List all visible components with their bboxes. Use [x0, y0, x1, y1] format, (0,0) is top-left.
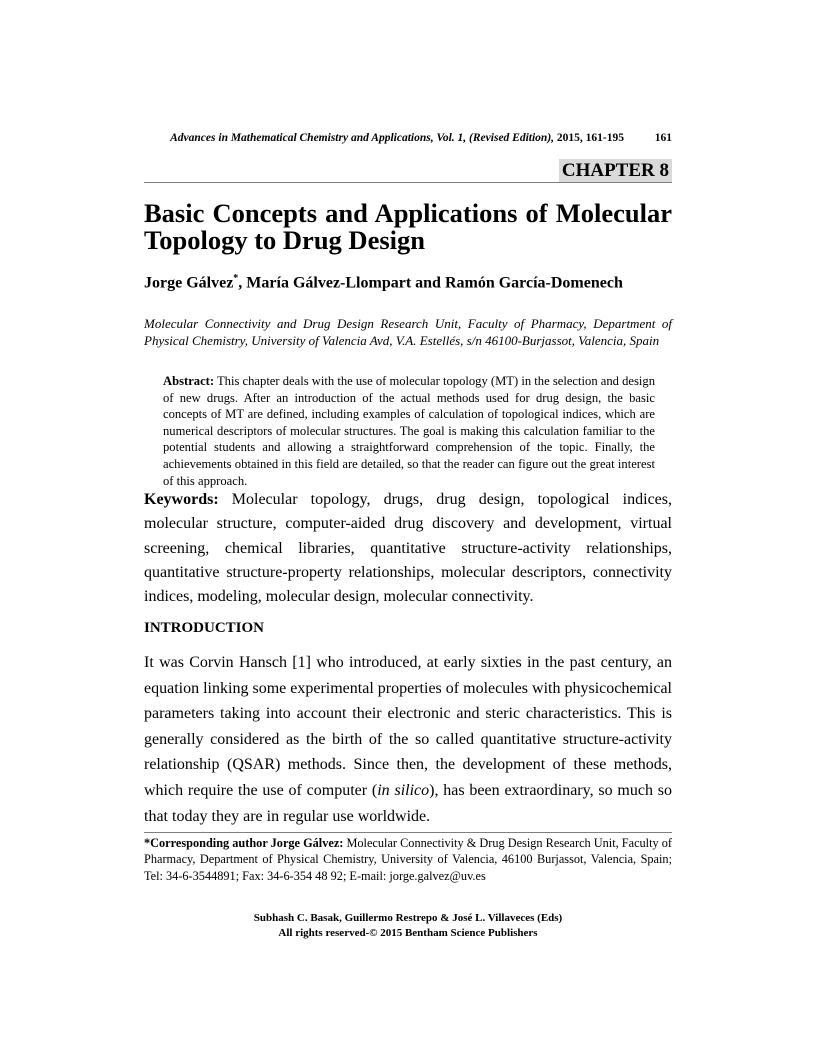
other-authors: , María Gálvez-Llompart and Ramón García-Domenech	[238, 274, 623, 292]
abstract	[163, 373, 655, 489]
footnote-label: *Corresponding author Jorge Gálvez:	[144, 836, 344, 850]
journal-name: Advances in Mathematical Chemistry and Applications, Vol. 1, (Revised Edition),	[170, 132, 555, 144]
intro-italic: in silico	[377, 781, 430, 799]
abstract-label: Abstract:	[163, 374, 215, 388]
year-pages: 2015, 161-195	[554, 132, 624, 144]
footnote-rule	[144, 832, 672, 833]
affiliation: Molecular Connectivity and Drug Design Research Unit, Faculty of Pharmacy, Department of Physical Chemistry, University of Valencia Avd, V.A. Estellés, s/n 46100-Burjassot, Valencia, Spain	[144, 316, 672, 348]
footnote	[144, 835, 672, 884]
author-1: Jorge Gálvez	[144, 274, 234, 292]
rights: All rights reserved-© 2015 Bentham Science Publishers	[278, 927, 538, 939]
abstract-text: This chapter deals with the use of molecular topology (MT) in the selection and design of new drugs. After an introduction of the actual methods used for drug design, the basic concepts of MT are defined, including examples of calculation of topological indices, which are numerical descriptors of molecular structures. The goal is making this calculation familiar to the potential students and allowing a straightforward comprehension of the topic. Finally, the achievements obtained in this field are detailed, so that the reader can figure out the great interest of this approach.	[163, 374, 655, 488]
editors: Subhash C. Basak, Guillermo Restrepo & José L. Villaveces (Eds)	[253, 912, 563, 924]
chapter-label: CHAPTER 8	[559, 159, 672, 182]
section-heading: INTRODUCTION	[144, 620, 265, 636]
keywords	[144, 488, 672, 609]
publisher-footer	[144, 911, 672, 941]
intro-text-end: ), has been extraordinary, so much so that today they are in regular use worldwide.	[144, 781, 673, 825]
intro-paragraph	[144, 650, 672, 829]
header-rule	[144, 182, 672, 183]
chapter-title: Basic Concepts and Applications of Molecular Topology to Drug Design	[144, 198, 672, 255]
authors	[144, 273, 623, 292]
footnote-text: Molecular Connectivity & Drug Design Research Unit, Faculty of Pharmacy, Department of Physical Chemistry, University of Valencia, 46100 Burjassot, Valencia, Spain; Tel: 34-6-3544891; Fax: 34-6-354 48 92; E-mail: jorge.galvez@uv.es	[144, 836, 672, 883]
author-mark: *	[233, 273, 239, 284]
keywords-text: Molecular topology, drugs, drug design, topological indices, molecular structure, computer-aided drug discovery and development, virtual screening, chemical libraries, quantitative structure-activity relationships, quantitative structure-property relationships, molecular descriptors, connectivity indices, modeling, molecular design, molecular connectivity.	[144, 491, 672, 606]
intro-text: It was Corvin Hansch [1] who introduced, at early sixties in the past century, an equation linking some experimental properties of molecules with physicochemical parameters taking into account their electronic and steric characteristics. This is generally considered as the birth of the so called quantitative structure-activity relationship (QSAR) methods. Since then, the development of these methods, which require the use of computer (	[144, 654, 672, 799]
keywords-label: Keywords:	[144, 491, 219, 508]
page-number: 161	[654, 132, 672, 144]
